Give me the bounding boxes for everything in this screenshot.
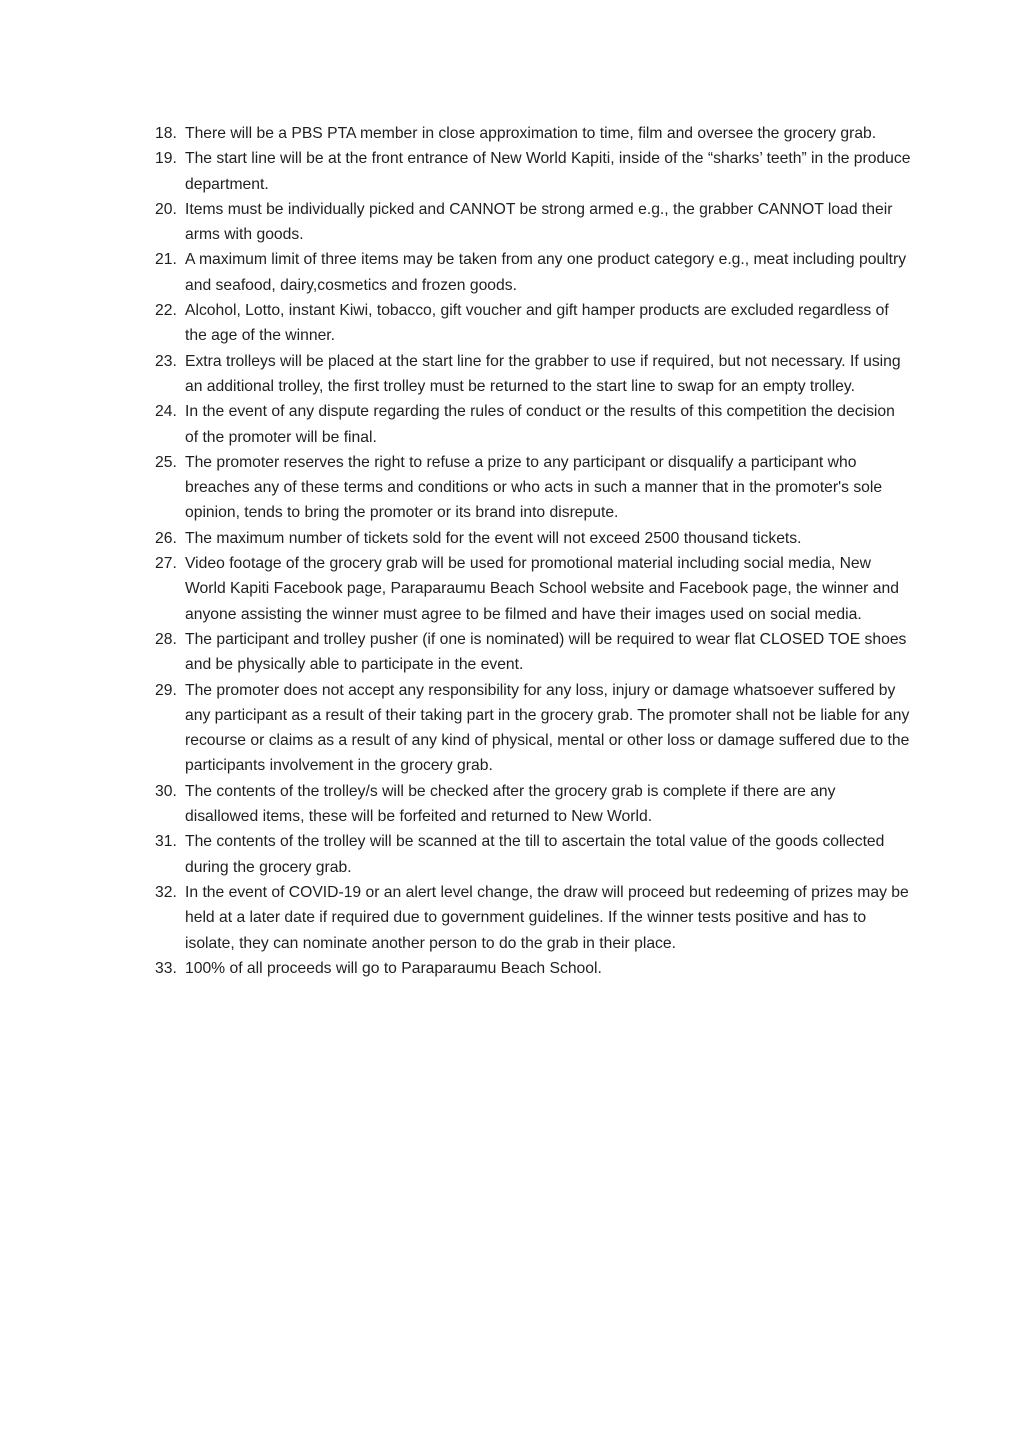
list-item [155,829,912,880]
list-item-number: 21. [155,251,177,269]
list-item-text: There will be a PBS PTA member in close approximation to time, film and oversee the grocery grab. [185,125,877,142]
list-item-number: 19. [155,150,177,168]
list-item [155,779,912,830]
list-item [155,880,912,956]
list-item [155,146,912,197]
list-item-number: 27. [155,555,177,573]
list-item-number: 26. [155,529,177,547]
list-item [155,247,912,298]
list-item-number: 28. [155,630,177,648]
list-item [155,627,912,678]
list-item-text: Video footage of the grocery grab will be used for promotional material including social media, New World Kapiti Facebook page, Paraparaumu Beach School website and Facebook page, the winner and anyone assisting the winner must agree to be filmed and have their images used on social media. [185,555,899,623]
list-item-text: 100% of all proceeds will go to Paraparaumu Beach School. [185,959,602,977]
list-item [155,551,912,627]
list-item-number: 24. [155,403,177,421]
list-item-text: A maximum limit of three items may be taken from any one product category e.g., meat including poultry and seafood, dairy,cosmetics and frozen goods. [185,251,907,294]
list-item-text: The maximum number of tickets sold for the event will not exceed 2500 thousand tickets. [185,529,802,547]
list-item [155,450,912,526]
list-item-text: The promoter reserves the right to refuse a prize to any participant or disqualify a participant who breaches any of these terms and conditions or who acts in such a manner that in the promoter's sole opinion, tends to bring the promoter or its brand into disrepute. [185,453,883,522]
list-item-number: 25. [155,453,177,471]
list-item-number: 30. [155,782,177,800]
list-item-number: 33. [155,959,177,977]
list-item [155,197,912,248]
list-item-text: In the event of COVID-19 or an alert level change, the draw will proceed but redeeming of prizes may be held at a later date if required due to government guidelines. If the winner tests positive and has to isolate, they can nominate another person to do the grab in their place. [185,883,909,952]
list-item-number: 18. [155,125,177,142]
list-item-number: 29. [155,681,177,699]
list-item [155,349,912,400]
terms-list [155,121,912,981]
list-item [155,298,912,349]
list-item [155,399,912,450]
list-item-text: The contents of the trolley/s will be checked after the grocery grab is complete if there are any disallowed items, these will be forfeited and returned to New World. [185,782,836,826]
list-item [155,121,912,146]
list-item-text: Alcohol, Lotto, instant Kiwi, tobacco, gift voucher and gift hamper products are excluded regardless of the age of the winner. [185,302,889,345]
list-item-number: 32. [155,883,177,901]
list-item-text: The contents of the trolley will be scanned at the till to ascertain the total value of the goods collected during the grocery grab. [185,833,885,876]
list-item-text: The promoter does not accept any responsibility for any loss, injury or damage whatsoever suffered by any participant as a result of their taking part in the grocery grab. The promoter shall not be liable for any recourse or claims as a result of any kind of physical, mental or other loss or damage suffered due to the participants involvement in the grocery grab. [185,681,910,775]
list-item [155,678,912,779]
list-item-number: 23. [155,352,177,370]
list-item-number: 22. [155,302,177,320]
list-item-text: The participant and trolley pusher (if one is nominated) will be required to wear flat CLOSED TOE shoes and be physically able to participate in the event. [185,630,907,674]
list-item-text: Extra trolleys will be placed at the start line for the grabber to use if required, but not necessary. If using an additional trolley, the first trolley must be returned to the start line to swap for an empty trolley. [185,352,901,395]
list-item-number: 20. [155,200,177,218]
list-item-number: 31. [155,833,177,851]
list-item-text: The start line will be at the front entrance of New World Kapiti, inside of the “sharks’ teeth” in the produce department. [185,150,911,193]
list-item-text: Items must be individually picked and CANNOT be strong armed e.g., the grabber CANNOT load their arms with goods. [185,200,893,244]
list-item [155,956,912,981]
list-item-text: In the event of any dispute regarding the rules of conduct or the results of this competition the decision of the promoter will be final. [185,403,895,446]
list-item [155,526,912,551]
